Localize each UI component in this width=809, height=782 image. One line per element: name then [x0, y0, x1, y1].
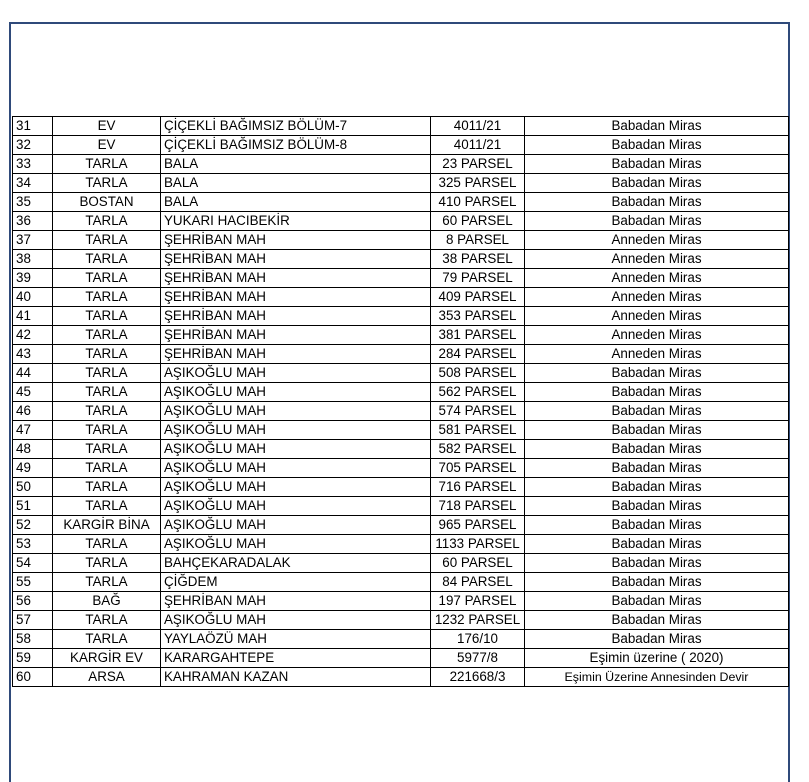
- parcel-number: 965 PARSEL: [431, 516, 525, 535]
- parcel-number: 353 PARSEL: [431, 307, 525, 326]
- asset-type: TARLA: [53, 174, 161, 193]
- parcel-number: 4011/21: [431, 117, 525, 136]
- asset-type: TARLA: [53, 250, 161, 269]
- asset-location: BALA: [161, 155, 431, 174]
- parcel-number: 574 PARSEL: [431, 402, 525, 421]
- asset-type: TARLA: [53, 326, 161, 345]
- asset-location: AŞIKOĞLU MAH: [161, 383, 431, 402]
- row-number: 52: [13, 516, 53, 535]
- asset-type: TARLA: [53, 383, 161, 402]
- parcel-number: 5977/8: [431, 649, 525, 668]
- row-number: 53: [13, 535, 53, 554]
- acquisition-source: Babadan Miras: [525, 592, 789, 611]
- asset-type: TARLA: [53, 269, 161, 288]
- asset-location: AŞIKOĞLU MAH: [161, 535, 431, 554]
- row-number: 35: [13, 193, 53, 212]
- asset-location: AŞIKOĞLU MAH: [161, 421, 431, 440]
- acquisition-source: Babadan Miras: [525, 402, 789, 421]
- acquisition-source: Eşimin Üzerine Annesinden Devir: [525, 668, 789, 687]
- parcel-number: 79 PARSEL: [431, 269, 525, 288]
- asset-type: TARLA: [53, 611, 161, 630]
- row-number: 44: [13, 364, 53, 383]
- acquisition-source: Anneden Miras: [525, 288, 789, 307]
- row-number: 31: [13, 117, 53, 136]
- asset-location: KAHRAMAN KAZAN: [161, 668, 431, 687]
- asset-type: ARSA: [53, 668, 161, 687]
- row-number: 48: [13, 440, 53, 459]
- asset-location: YUKARI HACIBEKİR: [161, 212, 431, 231]
- row-number: 32: [13, 136, 53, 155]
- asset-type: TARLA: [53, 307, 161, 326]
- asset-location: KARARGAHTEPE: [161, 649, 431, 668]
- asset-type: TARLA: [53, 573, 161, 592]
- parcel-number: 1232 PARSEL: [431, 611, 525, 630]
- row-number: 54: [13, 554, 53, 573]
- asset-type: TARLA: [53, 212, 161, 231]
- parcel-number: 284 PARSEL: [431, 345, 525, 364]
- row-number: 43: [13, 345, 53, 364]
- row-number: 57: [13, 611, 53, 630]
- asset-location: ŞEHRİBAN MAH: [161, 307, 431, 326]
- table-row: [13, 155, 789, 174]
- row-number: 33: [13, 155, 53, 174]
- asset-location: YAYLAÖZÜ MAH: [161, 630, 431, 649]
- asset-type: TARLA: [53, 364, 161, 383]
- asset-location: ŞEHRİBAN MAH: [161, 231, 431, 250]
- row-number: 40: [13, 288, 53, 307]
- acquisition-source: Babadan Miras: [525, 212, 789, 231]
- acquisition-source: Anneden Miras: [525, 250, 789, 269]
- acquisition-source: Babadan Miras: [525, 155, 789, 174]
- parcel-number: 38 PARSEL: [431, 250, 525, 269]
- table-row: [13, 212, 789, 231]
- asset-location: AŞIKOĞLU MAH: [161, 516, 431, 535]
- asset-type: TARLA: [53, 630, 161, 649]
- asset-location: ŞEHRİBAN MAH: [161, 288, 431, 307]
- asset-type: TARLA: [53, 440, 161, 459]
- asset-type: TARLA: [53, 421, 161, 440]
- asset-location: ÇİĞDEM: [161, 573, 431, 592]
- row-number: 38: [13, 250, 53, 269]
- acquisition-source: Babadan Miras: [525, 174, 789, 193]
- acquisition-source: Babadan Miras: [525, 554, 789, 573]
- asset-location: AŞIKOĞLU MAH: [161, 459, 431, 478]
- asset-type: TARLA: [53, 402, 161, 421]
- asset-type: BAĞ: [53, 592, 161, 611]
- row-number: 37: [13, 231, 53, 250]
- row-number: 55: [13, 573, 53, 592]
- acquisition-source: Anneden Miras: [525, 269, 789, 288]
- row-number: 46: [13, 402, 53, 421]
- asset-location: AŞIKOĞLU MAH: [161, 402, 431, 421]
- table-row: [13, 383, 789, 402]
- table-row: [13, 554, 789, 573]
- table-row: [13, 497, 789, 516]
- row-number: 58: [13, 630, 53, 649]
- asset-location: AŞIKOĞLU MAH: [161, 478, 431, 497]
- acquisition-source: Babadan Miras: [525, 136, 789, 155]
- table-row: [13, 250, 789, 269]
- table-row: [13, 630, 789, 649]
- asset-type: BOSTAN: [53, 193, 161, 212]
- table-row: [13, 231, 789, 250]
- asset-type: EV: [53, 136, 161, 155]
- asset-type: TARLA: [53, 288, 161, 307]
- asset-type: TARLA: [53, 231, 161, 250]
- parcel-number: 508 PARSEL: [431, 364, 525, 383]
- table-row: [13, 174, 789, 193]
- parcel-number: 197 PARSEL: [431, 592, 525, 611]
- acquisition-source: Babadan Miras: [525, 497, 789, 516]
- row-number: 56: [13, 592, 53, 611]
- asset-location: ŞEHRİBAN MAH: [161, 269, 431, 288]
- table-row: [13, 668, 789, 687]
- asset-type: TARLA: [53, 155, 161, 174]
- parcel-number: 176/10: [431, 630, 525, 649]
- row-number: 47: [13, 421, 53, 440]
- asset-location: AŞIKOĞLU MAH: [161, 364, 431, 383]
- row-number: 45: [13, 383, 53, 402]
- asset-type: TARLA: [53, 497, 161, 516]
- asset-location: ŞEHRİBAN MAH: [161, 326, 431, 345]
- acquisition-source: Babadan Miras: [525, 459, 789, 478]
- parcel-number: 409 PARSEL: [431, 288, 525, 307]
- table-row: [13, 326, 789, 345]
- parcel-number: 84 PARSEL: [431, 573, 525, 592]
- row-number: 34: [13, 174, 53, 193]
- asset-location: AŞIKOĞLU MAH: [161, 611, 431, 630]
- row-number: 42: [13, 326, 53, 345]
- row-number: 49: [13, 459, 53, 478]
- asset-type: TARLA: [53, 554, 161, 573]
- parcel-number: 60 PARSEL: [431, 212, 525, 231]
- asset-type: EV: [53, 117, 161, 136]
- asset-table: [12, 116, 789, 687]
- table-row: [13, 440, 789, 459]
- table-row: [13, 573, 789, 592]
- asset-type: TARLA: [53, 478, 161, 497]
- acquisition-source: Anneden Miras: [525, 345, 789, 364]
- row-number: 50: [13, 478, 53, 497]
- parcel-number: 705 PARSEL: [431, 459, 525, 478]
- asset-table-body: [13, 117, 789, 687]
- asset-location: ÇİÇEKLİ BAĞIMSIZ BÖLÜM-8: [161, 136, 431, 155]
- table-row: [13, 459, 789, 478]
- parcel-number: 4011/21: [431, 136, 525, 155]
- acquisition-source: Anneden Miras: [525, 231, 789, 250]
- acquisition-source: Babadan Miras: [525, 117, 789, 136]
- asset-location: AŞIKOĞLU MAH: [161, 440, 431, 459]
- asset-location: ŞEHRİBAN MAH: [161, 592, 431, 611]
- acquisition-source: Babadan Miras: [525, 611, 789, 630]
- acquisition-source: Babadan Miras: [525, 383, 789, 402]
- asset-type: KARGİR EV: [53, 649, 161, 668]
- parcel-number: 8 PARSEL: [431, 231, 525, 250]
- row-number: 41: [13, 307, 53, 326]
- acquisition-source: Babadan Miras: [525, 364, 789, 383]
- acquisition-source: Eşimin üzerine ( 2020): [525, 649, 789, 668]
- asset-location: ŞEHRİBAN MAH: [161, 345, 431, 364]
- acquisition-source: Babadan Miras: [525, 193, 789, 212]
- asset-type: KARGİR BİNA: [53, 516, 161, 535]
- row-number: 39: [13, 269, 53, 288]
- parcel-number: 221668/3: [431, 668, 525, 687]
- table-row: [13, 307, 789, 326]
- table-row: [13, 535, 789, 554]
- parcel-number: 581 PARSEL: [431, 421, 525, 440]
- asset-type: TARLA: [53, 345, 161, 364]
- parcel-number: 718 PARSEL: [431, 497, 525, 516]
- acquisition-source: Babadan Miras: [525, 516, 789, 535]
- parcel-number: 716 PARSEL: [431, 478, 525, 497]
- parcel-number: 410 PARSEL: [431, 193, 525, 212]
- asset-type: TARLA: [53, 535, 161, 554]
- asset-location: BAHÇEKARADALAK: [161, 554, 431, 573]
- parcel-number: 381 PARSEL: [431, 326, 525, 345]
- table-row: [13, 288, 789, 307]
- acquisition-source: Babadan Miras: [525, 630, 789, 649]
- acquisition-source: Babadan Miras: [525, 478, 789, 497]
- table-row: [13, 345, 789, 364]
- asset-location: BALA: [161, 174, 431, 193]
- parcel-number: 582 PARSEL: [431, 440, 525, 459]
- acquisition-source: Babadan Miras: [525, 573, 789, 592]
- row-number: 51: [13, 497, 53, 516]
- table-row: [13, 478, 789, 497]
- table-row: [13, 421, 789, 440]
- parcel-number: 60 PARSEL: [431, 554, 525, 573]
- parcel-number: 325 PARSEL: [431, 174, 525, 193]
- row-number: 60: [13, 668, 53, 687]
- parcel-number: 23 PARSEL: [431, 155, 525, 174]
- acquisition-source: Babadan Miras: [525, 421, 789, 440]
- table-row: [13, 649, 789, 668]
- table-row: [13, 402, 789, 421]
- table-row: [13, 592, 789, 611]
- asset-location: ÇİÇEKLİ BAĞIMSIZ BÖLÜM-7: [161, 117, 431, 136]
- acquisition-source: Babadan Miras: [525, 440, 789, 459]
- row-number: 59: [13, 649, 53, 668]
- table-row: [13, 269, 789, 288]
- parcel-number: 1133 PARSEL: [431, 535, 525, 554]
- acquisition-source: Anneden Miras: [525, 326, 789, 345]
- table-row: [13, 136, 789, 155]
- table-row: [13, 516, 789, 535]
- asset-location: AŞIKOĞLU MAH: [161, 497, 431, 516]
- table-row: [13, 117, 789, 136]
- asset-type: TARLA: [53, 459, 161, 478]
- row-number: 36: [13, 212, 53, 231]
- acquisition-source: Anneden Miras: [525, 307, 789, 326]
- asset-location: BALA: [161, 193, 431, 212]
- asset-location: ŞEHRİBAN MAH: [161, 250, 431, 269]
- table-row: [13, 611, 789, 630]
- table-row: [13, 193, 789, 212]
- parcel-number: 562 PARSEL: [431, 383, 525, 402]
- table-row: [13, 364, 789, 383]
- acquisition-source: Babadan Miras: [525, 535, 789, 554]
